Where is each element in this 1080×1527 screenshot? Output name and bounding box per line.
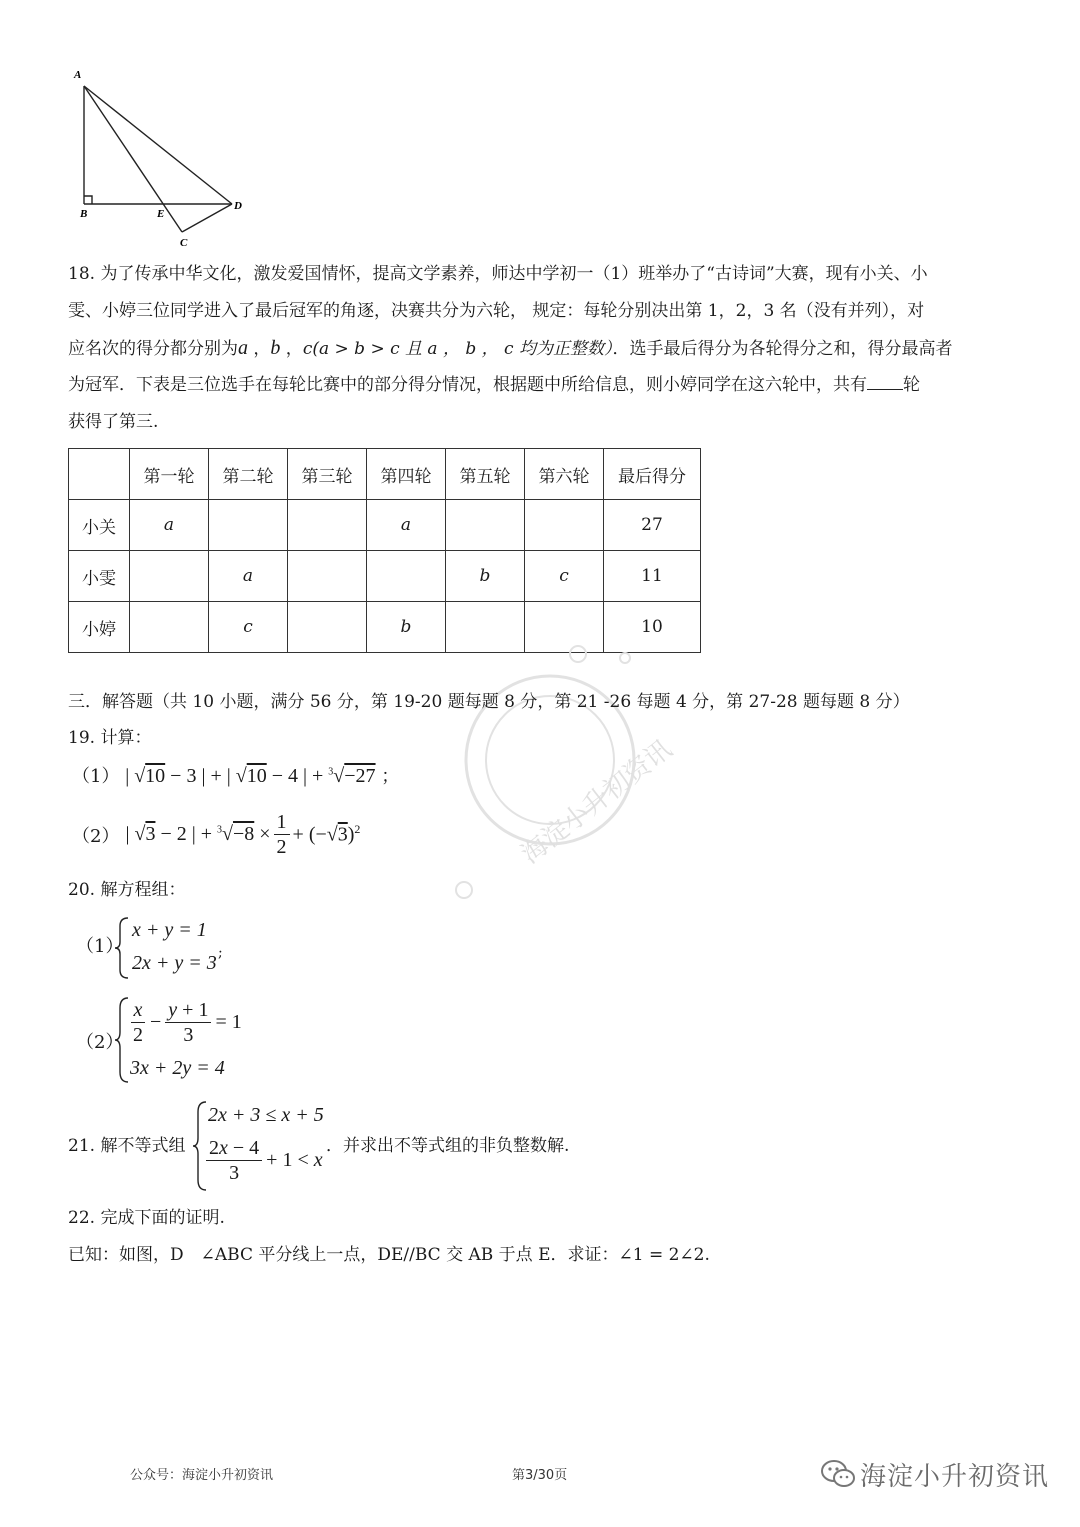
- label-c: C: [180, 237, 188, 249]
- label-e: E: [157, 208, 165, 220]
- q18-line5: 获得了第三.: [68, 412, 159, 432]
- label-d: D: [234, 200, 242, 212]
- radicand-10: 10: [145, 765, 166, 787]
- q20-p1-label: （1）: [76, 936, 124, 957]
- q21-post: ．并求出不等式组的非负整数解.: [326, 1136, 570, 1156]
- q20-p1-eq1: x + y = 1: [132, 919, 207, 941]
- fraction-x-over-2: $\frac{x}{2}$: [130, 1000, 146, 1045]
- radicand-3b: 3: [337, 823, 348, 846]
- radicand-neg8: −8: [232, 823, 255, 845]
- q21-eq2: $\frac{2x - 4}{3}$ + 1 < x: [206, 1138, 323, 1183]
- label-a: A: [74, 69, 82, 81]
- table-cell: [288, 551, 367, 602]
- q19-part2: （2） | √3 − 2 | + $^3$√−8 × $\frac{1}{2}$ + $(-√3)^2$: [72, 811, 361, 858]
- header-cell: 第五轮: [446, 449, 525, 500]
- q22-line: 已知：如图，D ∠ABC 平分线上一点，DE//BC 交 AB 于点 E．求证：∠1 = 2∠2.: [68, 1245, 710, 1265]
- q19-p2-label: （2）: [72, 825, 120, 847]
- q21-pre: 21. 解不等式组: [68, 1136, 186, 1156]
- cube-root-index-2: 3: [217, 824, 222, 836]
- q22-title: 22. 完成下面的证明.: [68, 1208, 225, 1228]
- score-table: [68, 448, 701, 653]
- table-cell: [288, 602, 367, 653]
- q18-line4-text: 为冠军．下表是三位选手在每轮比赛中的部分得分情况，根据题中所给信息，则小婷同学在这六轮中，共有: [68, 375, 867, 395]
- table-cell: a: [209, 551, 288, 602]
- header-cell: 第三轮: [288, 449, 367, 500]
- row-name-cell: 小婷: [69, 602, 130, 653]
- q20-p1-eq2: 2x + y = 3: [132, 952, 217, 974]
- total-score-cell: 11: [604, 551, 701, 602]
- table-cell: a: [367, 500, 446, 551]
- num-3: 3: [186, 765, 197, 787]
- table-cell: [367, 551, 446, 602]
- watermark-text: 海淀小升初资讯: [515, 734, 678, 870]
- table-cell: [130, 551, 209, 602]
- section3-heading: 三．解答题（共 10 小题，满分 56 分，第 19-20 题每题 8 分，第 21 -26 每题 4 分，第 27-28 题每题 8 分）: [68, 692, 910, 712]
- table-cell: [288, 500, 367, 551]
- table-cell: [130, 602, 209, 653]
- total-score-cell: 10: [604, 602, 701, 653]
- q19-part1: （1） | √10 − 3 | + | √10 − 4 | + $^3$√−27 ；: [72, 765, 400, 787]
- q19-p1-label: （1）: [72, 766, 120, 787]
- table-cell: b: [446, 551, 525, 602]
- table-cell: [209, 500, 288, 551]
- segment-cd: [182, 204, 232, 232]
- answer-blank[interactable]: [867, 371, 903, 390]
- header-cell: 第一轮: [130, 449, 209, 500]
- wechat-icon: [820, 1458, 856, 1490]
- num-4: 4: [288, 765, 298, 787]
- q18-line1: 18. 为了传承中华文化，激发爱国情怀，提高文学素养，师达中学初一（1）班举办了“古诗词”大赛，现有小关、小: [68, 264, 928, 284]
- q20-p2-label: （2）: [76, 1032, 124, 1053]
- q18-line4-tail: 轮: [903, 375, 920, 395]
- q20-p2-eq2: 3x + 2y = 4: [130, 1057, 225, 1079]
- table-cell: [446, 500, 525, 551]
- label-b: B: [80, 208, 88, 220]
- q18-line3-pre: 应名次的得分都分别为: [68, 339, 238, 359]
- table-cell: c: [209, 602, 288, 653]
- segment-ad: [84, 86, 232, 204]
- fraction-2x-minus-4-over-3: $\frac{2x - 4}{3}$: [206, 1138, 262, 1183]
- total-score-cell: 27: [604, 500, 701, 551]
- brace-icon: [114, 916, 130, 980]
- radicand-3: 3: [145, 823, 156, 845]
- q18-line3: 应名次的得分都分别为a ，b ，c(a > b > c 且 a ， b ， c 均为正整数）．选手最后得分为各轮得分之和，得分最高者: [68, 337, 953, 359]
- table-cell: [525, 500, 604, 551]
- q18-line3-post: ．选手最后得分为各轮得分之和，得分最高者: [612, 339, 953, 359]
- q20-title: 20. 解方程组：: [68, 880, 186, 900]
- fraction-y-plus-1-over-3: $\frac{y + 1}{3}$: [165, 1000, 211, 1045]
- q19-title: 19. 计算：: [68, 728, 152, 748]
- table-cell: b: [367, 602, 446, 653]
- segment-ac: [84, 86, 182, 232]
- radicand-neg27: −27: [344, 765, 376, 787]
- table-row: [69, 551, 701, 602]
- footer-brand: 海淀小升初资讯: [860, 1462, 1050, 1492]
- q20-p1-semicolon: ;: [218, 945, 223, 961]
- right-angle-mark: [84, 196, 92, 204]
- q18-line4: [68, 367, 920, 404]
- fraction-half: $\frac{1}{2}$: [274, 812, 290, 857]
- row-name-cell: 小雯: [69, 551, 130, 602]
- header-cell: 第六轮: [525, 449, 604, 500]
- header-cell: 第二轮: [209, 449, 288, 500]
- cube-root-index: 3: [328, 766, 334, 778]
- table-row: [69, 500, 701, 551]
- footer-page-number: 第3/30页: [512, 1468, 568, 1483]
- q18-line2: 雯、小婷三位同学进入了最后冠军的角逐，决赛共分为六轮， 规定：每轮分别决出第 1，2，3 名（没有并列），对: [68, 301, 925, 321]
- table-header-row: [69, 449, 701, 500]
- header-cell: 第四轮: [367, 449, 446, 500]
- table-cell: c: [525, 551, 604, 602]
- triangle-figure: [60, 62, 260, 257]
- header-cell: 最后得分: [604, 449, 701, 500]
- q18-condition: c(a > b > c 且 a ， b ， c 均为正整数）: [302, 339, 613, 359]
- radicand-10b: 10: [246, 765, 267, 787]
- brace-icon: [114, 996, 130, 1084]
- footer-account: 公众号：海淀小升初资讯: [130, 1468, 274, 1483]
- table-cell: a: [130, 500, 209, 551]
- q20-p2-eq1: $\frac{x}{2}$ − $\frac{y + 1}{3}$ = 1: [130, 1000, 242, 1045]
- header-cell: [69, 449, 130, 500]
- q21-eq1: 2x + 3 ≤ x + 5: [208, 1104, 324, 1126]
- row-name-cell: 小关: [69, 500, 130, 551]
- watermark-stamp: [440, 640, 678, 900]
